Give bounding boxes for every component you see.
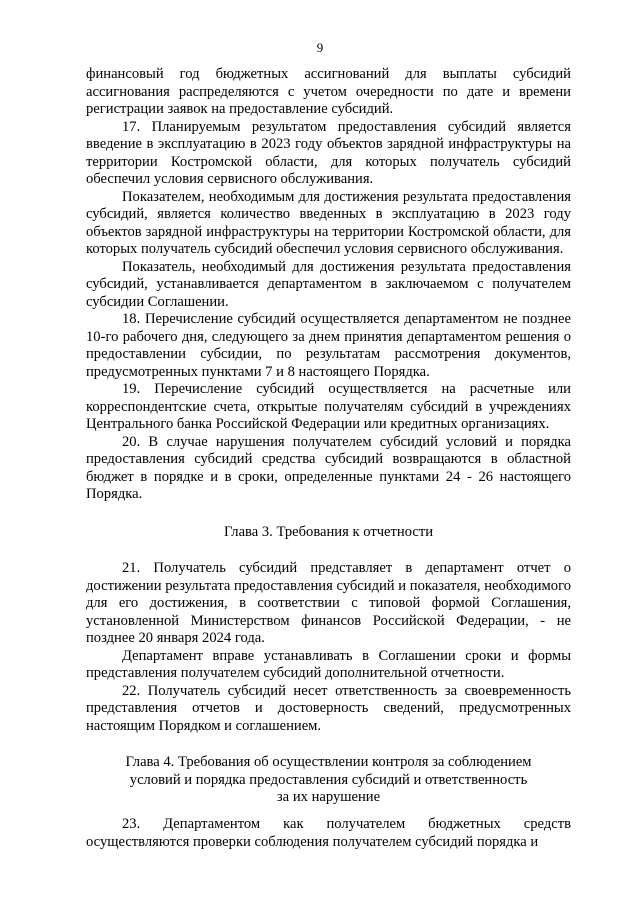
word: получателем [326, 816, 406, 832]
word: средств [523, 816, 571, 832]
chapter-3-title: Глава 3. Требования к отчетности [223, 523, 434, 540]
document-body [86, 66, 571, 826]
page-number: 9 [316, 40, 324, 55]
word: бюджетных [428, 816, 501, 832]
paragraph-17: 17. Планируемым результатом предоставления субсидий является введение в эксплуатацию в 2023 году объектов зарядной инфраструктуры на территории Костромской области, для которых получатель субсидий обеспечил условия сервисного обслуживания. [86, 118, 571, 187]
paragraph-indicator-agreement: Показатель, необходимый для достижения результата предоставления субсидий, устанавливается департаментом в заключаемом с получателем субсидии Соглашении. [86, 258, 571, 310]
paragraph-department-rights: Департамент вправе устанавливать в Соглашении сроки и формы представления получателем субсидий дополнительной отчетности. [86, 647, 571, 681]
paragraph-22: 22. Получатель субсидий несет ответственность за своевременность представления отчетов и достоверность сведений, предусмотренных настоящим Порядком и соглашением. [86, 682, 571, 734]
paragraph-19: 19. Перечисление субсидий осуществляется на расчетные или корреспондентские счета, открытые получателям субсидий в учреждениях Центрального банка Российской Федерации или кредитных организациях. [86, 381, 571, 432]
paragraph-23-second-line: осуществляются проверки соблюдения получателем субсидий порядка и [86, 833, 539, 850]
paragraph-21: 21. Получатель субсидий представляет в департамент отчет о достижении результата предоставления субсидий и показателя, необходимого для его достижения, в соответствии с типовой формой Соглашения, установленной Министерством финансов Российской Федерации, - не позднее 20 января 2024 года. [86, 560, 571, 646]
word: как [283, 816, 304, 832]
chapter-4-title-line: условий и порядка предоставления субсидий и ответственность [129, 771, 528, 788]
paragraph-18: 18. Перечисление субсидий осуществляется департаментом не позднее 10-го рабочего дня, следующего за днем принятия департаментом решения о предоставлении субсидии, по результатам рассмотрения документов, предусмотренных пунктами 7 и 8 настоящего Порядка. [86, 311, 571, 380]
chapter-4-title-line: Глава 4. Требования об осуществлении контроля за соблюдением [125, 754, 532, 770]
chapter-4-title [86, 754, 571, 807]
paragraph-indicator: Показателем, необходимым для достижения результата предоставления субсидий, является количество введенных в эксплуатацию в 2023 году объектов зарядной инфраструктуры на территории Костромской области, для которых получатель субсидий обеспечил условия сервисного обслуживания. [86, 188, 571, 257]
chapter-4-title-line: за их нарушение [276, 789, 381, 805]
paragraph-20: 20. В случае нарушения получателем субсидий условий и порядка предоставления субсидий средства субсидий возвращаются в областной бюджет в порядке и в сроки, определенные пунктами 24 - 26 настоящего Порядка. [86, 433, 571, 502]
paragraph-23 [86, 816, 571, 851]
word: 23. [122, 816, 141, 832]
word: Департаментом [163, 816, 261, 832]
paragraph: финансовый год бюджетных ассигнований для выплаты субсидий ассигнования распределяются с учетом очередности по дате и времени регистрации заявок на предоставление субсидий. [86, 66, 571, 117]
paragraph-23-first-line [86, 816, 571, 834]
